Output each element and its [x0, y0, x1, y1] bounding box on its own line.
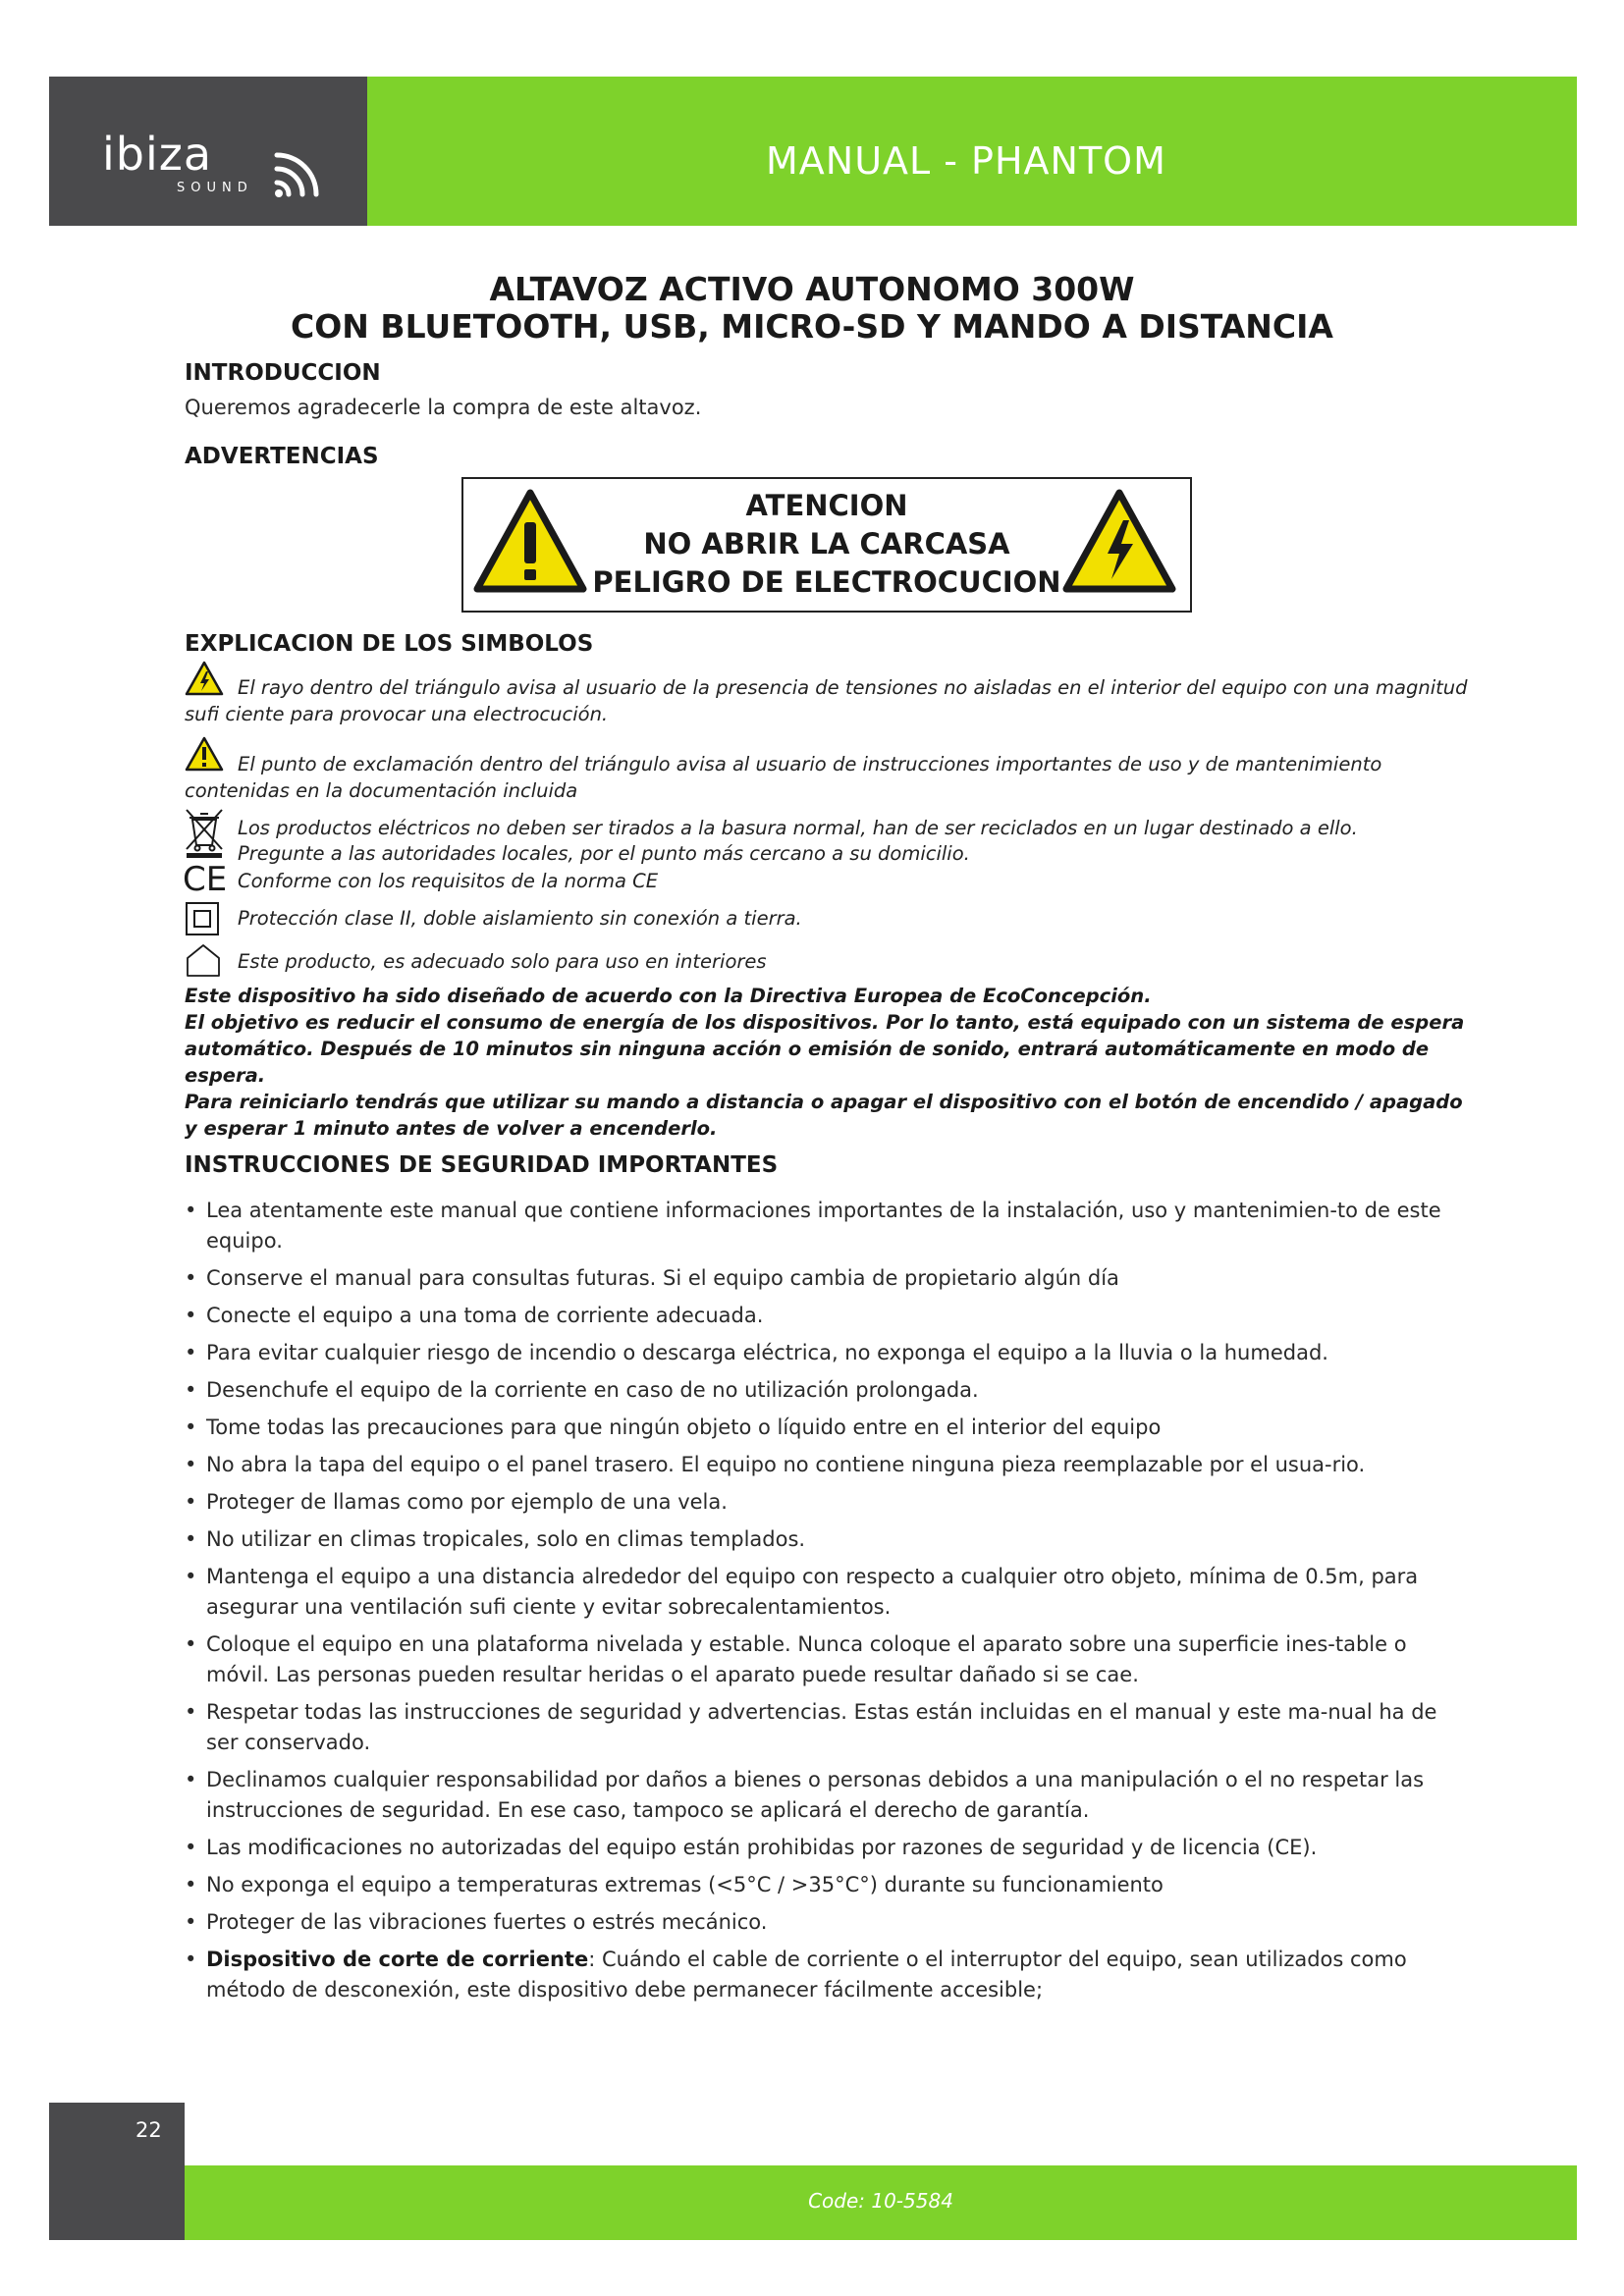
header-bar: [367, 77, 1577, 226]
logo-wordmark: ibiza: [102, 128, 213, 181]
page-number-box: [49, 2103, 185, 2240]
safety-item: • Conserve el manual para consultas futuras. Si el equipo cambia de propietario algún día: [185, 1263, 1471, 1294]
safety-item: • Proteger de las vibraciones fuertes o estrés mecánico.: [185, 1907, 1471, 1938]
safety-item: • Tome todas las precauciones para que ningún objeto o líquido entre en el interior del equipo: [185, 1413, 1471, 1443]
safety-item: • Desenchufe el equipo de la corriente en caso de no utilización prolongada.: [185, 1375, 1471, 1406]
weee-explanation-2: Pregunte a las autoridades locales, por el punto más cercano a su domicilio.: [238, 842, 970, 865]
safety-item: • Mantenga el equipo a una distancia alrededor del equipo con respecto a cualquier otro objeto, mínima de 0.5m, para asegurar una ventilación sufi ciente y evitar sobrecalentamientos.: [185, 1562, 1471, 1623]
footer-bar: [185, 2165, 1577, 2240]
symbols-heading: EXPLICACION DE LOS SIMBOLOS: [185, 631, 594, 657]
intro-heading: INTRODUCCION: [185, 360, 381, 386]
safety-item: • Proteger de llamas como por ejemplo de una vela.: [185, 1487, 1471, 1518]
eco-line-1: Este dispositivo ha sido diseñado de acuerdo con la Directiva Europea de EcoConcepción.: [185, 985, 1152, 1007]
warning-line-3: PELIGRO DE ELECTROCUCION: [592, 565, 1061, 599]
safety-item: • Las modificaciones no autorizadas del equipo están prohibidas por razones de seguridad y de licencia (CE).: [185, 1833, 1471, 1863]
lightning-explanation: El rayo dentro del triángulo avisa al usuario de la presencia de tensiones no aisladas en el interior del equipo con una magnitud sufi ciente para provocar una electrocución.: [185, 676, 1468, 725]
title-line-1: ALTAVOZ ACTIVO AUTONOMO 300W: [489, 270, 1135, 308]
safety-heading: INSTRUCCIONES DE SEGURIDAD IMPORTANTES: [185, 1152, 779, 1178]
class-ii-explanation: Protección clase II, doble aislamiento sin conexión a tierra.: [238, 907, 802, 930]
safety-item: • Respetar todas las instrucciones de seguridad y advertencias. Estas están incluidas en el manual y este ma-nual ha de ser conservado.: [185, 1697, 1471, 1758]
ce-mark-icon: CE: [183, 860, 228, 899]
power-cutoff-text: : Cuándo el cable de corriente o el interruptor del equipo, sean utilizados como método de desconexión, este dispositivo debe permanecer fácilmente accesible;: [206, 1948, 1407, 2002]
safety-item: • No exponga el equipo a temperaturas extremas (<5°C / >35°C°) durante su funcionamiento: [185, 1870, 1471, 1900]
manual-title: MANUAL - PHANTOM: [766, 139, 1166, 183]
eco-design-notice: [185, 983, 1471, 1142]
document-title: [0, 271, 1624, 346]
safety-item-power-cutoff: [185, 1945, 1471, 2005]
safety-item: • No abra la tapa del equipo o el panel trasero. El equipo no contiene ninguna pieza reemplazable por el usua-rio.: [185, 1450, 1471, 1480]
title-line-2: CON BLUETOOTH, USB, MICRO-SD Y MANDO A DISTANCIA: [291, 307, 1333, 346]
safety-item: • Declinamos cualquier responsabilidad por daños a bienes o personas debidos a una manipulación o el no respetar las instrucciones de seguridad. En ese caso, tampoco se aplicará el derecho de garantía.: [185, 1765, 1471, 1826]
wifi-waves-icon: [271, 145, 320, 204]
eco-line-3: Para reiniciarlo tendrás que utilizar su mando a distancia o apagar el dispositivo con el botón de encendido / apagado y esperar 1 minuto antes de volver a encenderlo.: [185, 1091, 1463, 1140]
warning-text: [581, 487, 1072, 602]
page-header: [49, 77, 1577, 226]
weee-explanation-1: Los productos eléctricos no deben ser tirados a la basura normal, han de ser reciclados en un lugar destinado a ello.: [238, 817, 1358, 839]
weee-bin-icon: [183, 806, 226, 859]
power-cutoff-label: Dispositivo de corte de corriente: [206, 1948, 589, 1971]
safety-list: [185, 1196, 1471, 2012]
ce-explanation: Conforme con los requisitos de la norma CE: [238, 870, 659, 892]
exclamation-explanation: El punto de exclamación dentro del triángulo avisa al usuario de instrucciones importantes de uso y de mantenimiento contenidas en la documentación incluida: [185, 753, 1382, 802]
lightning-warning-icon: [1060, 487, 1178, 597]
page-number: 22: [135, 2118, 162, 2142]
intro-text: Queremos agradecerle la compra de este altavoz.: [185, 396, 702, 419]
indoor-house-icon: [185, 942, 222, 978]
safety-item: • Conecte el equipo a una toma de corriente adecuada.: [185, 1301, 1471, 1331]
class-ii-insulation-icon: [185, 901, 220, 936]
exclamation-warning-icon: [471, 487, 589, 597]
warning-line-1: ATENCION: [745, 489, 908, 522]
warning-line-2: NO ABRIR LA CARCASA: [643, 527, 1010, 561]
safety-item: • Para evitar cualquier riesgo de incendio o descarga eléctrica, no exponga el equipo a la lluvia o la humedad.: [185, 1338, 1471, 1368]
logo: [49, 77, 367, 226]
eco-line-2: El objetivo es reducir el consumo de energía de los dispositivos. Por lo tanto, está equipado con un sistema de espera automático. Después de 10 minutos sin ninguna acción o emisión de sonido, entrará automáticamente en modo de espera.: [185, 1011, 1465, 1087]
logo-subtitle: SOUND: [177, 181, 253, 195]
product-code: Code: 10-5584: [808, 2189, 953, 2213]
safety-item: • Lea atentamente este manual que contiene informaciones importantes de la instalación, uso y mantenimien-to de este equipo.: [185, 1196, 1471, 1256]
warnings-heading: ADVERTENCIAS: [185, 444, 379, 469]
warning-box: [461, 477, 1192, 613]
safety-item: • No utilizar en climas tropicales, solo en climas templados.: [185, 1524, 1471, 1555]
safety-item: • Coloque el equipo en una plataforma nivelada y estable. Nunca coloque el aparato sobre una superficie ines-table o móvil. Las personas pueden resultar heridas o el aparato puede resultar dañado si se cae.: [185, 1629, 1471, 1690]
indoor-explanation: Este producto, es adecuado solo para uso en interiores: [238, 950, 767, 973]
